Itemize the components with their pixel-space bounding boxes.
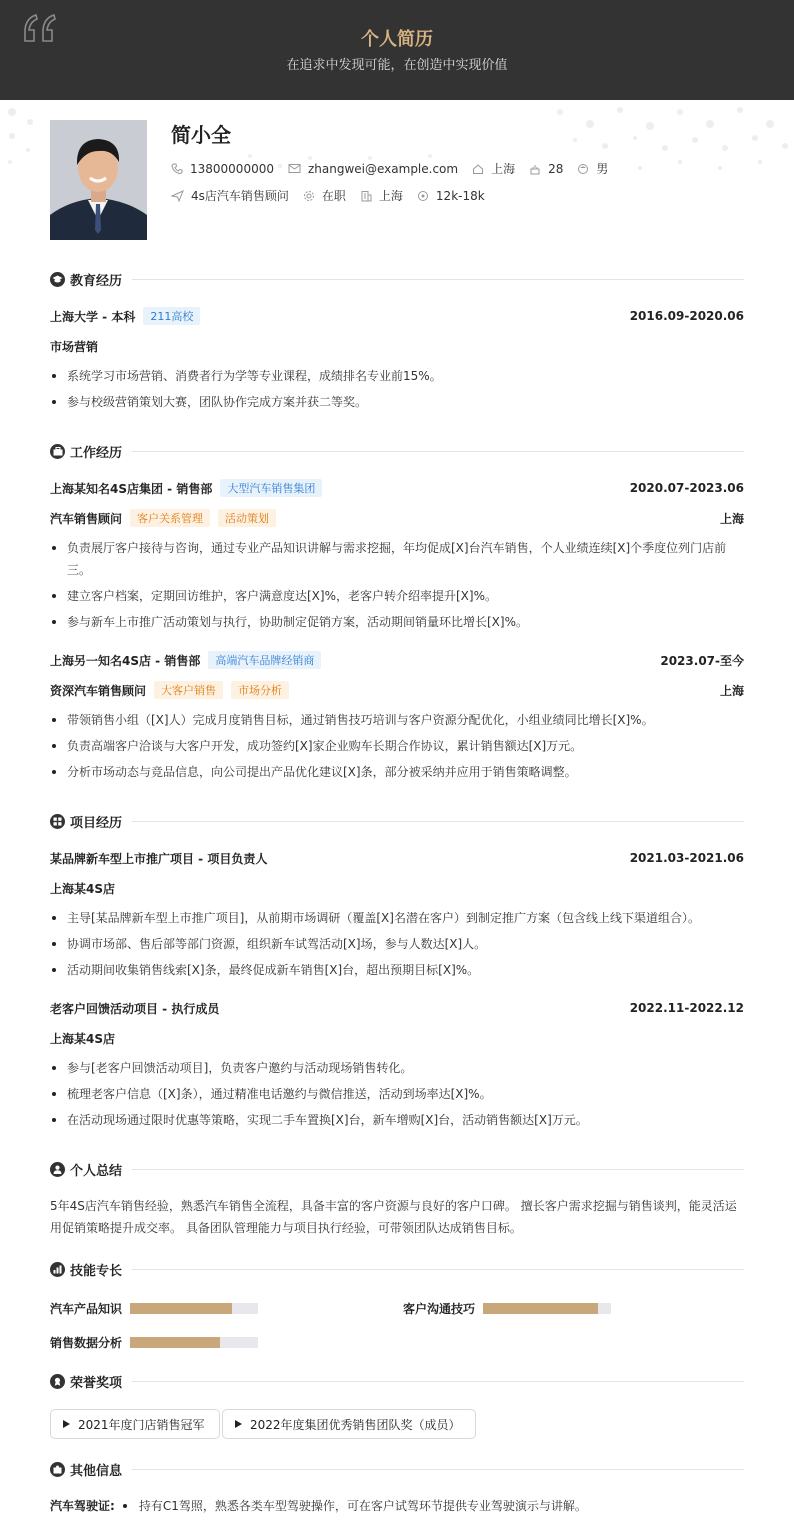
puzzle-icon bbox=[50, 1462, 65, 1477]
education-period: 2016.09-2020.06 bbox=[629, 309, 744, 323]
phone-icon bbox=[171, 163, 183, 175]
skill-name: 销售数据分析 bbox=[50, 1336, 123, 1350]
section-awards bbox=[50, 1372, 744, 1390]
target-city-value: 上海 bbox=[378, 189, 403, 203]
grid-icon bbox=[50, 814, 65, 829]
briefcase-icon bbox=[50, 444, 65, 459]
project-title: 老客户回馈活动项目 - 执行成员 bbox=[50, 1001, 220, 1016]
city-value: 上海 bbox=[491, 162, 516, 176]
section-skills bbox=[50, 1260, 744, 1278]
bar-chart-icon bbox=[50, 1262, 65, 1277]
skill-item bbox=[50, 1334, 258, 1351]
skill-bar-fill bbox=[483, 1303, 598, 1314]
list-item: 梳理老客户信息（[X]条），通过精准电话邀约与微信推送，活动到场率达[X]%。 bbox=[50, 1083, 744, 1105]
other-text: 持有C1驾照，熟悉各类车型驾驶操作，可在客户试驾环节提供专业驾驶演示与讲解。 bbox=[138, 1499, 587, 1513]
section-title: 其他信息 bbox=[70, 1463, 123, 1479]
project-period: 2022.11-2022.12 bbox=[629, 1001, 744, 1015]
job-period: 2023.07-至今 bbox=[660, 653, 744, 668]
cake-icon bbox=[529, 163, 541, 175]
project-org-row bbox=[50, 1029, 744, 1047]
skill-bar bbox=[483, 1303, 611, 1314]
major-name: 市场营销 bbox=[50, 339, 99, 354]
project-org-row bbox=[50, 879, 744, 897]
section-title: 教育经历 bbox=[70, 273, 123, 289]
list-item: 活动期间收集销售线索[X]条，最终促成新车销售[X]台，超出预期目标[X]%。 bbox=[50, 959, 744, 981]
gender-value: 男 bbox=[596, 162, 609, 176]
major-row bbox=[50, 337, 744, 355]
gear-icon bbox=[303, 190, 315, 202]
divider bbox=[132, 821, 744, 822]
other-info-row bbox=[50, 1497, 587, 1514]
job-role-row bbox=[50, 681, 744, 699]
job-location: 上海 bbox=[719, 511, 744, 526]
skill-bar bbox=[130, 1337, 258, 1348]
section-title: 技能专长 bbox=[70, 1263, 123, 1279]
age-value: 28 bbox=[548, 161, 564, 176]
job-header bbox=[50, 479, 744, 497]
school-tag: 211高校 bbox=[143, 307, 200, 325]
salary-value: 12k-18k bbox=[435, 188, 485, 203]
project-title: 某品牌新车型上市推广项目 - 项目负责人 bbox=[50, 851, 268, 866]
list-item: 协调市场部、售后部等部门资源，组织新车试驾活动[X]场，参与人数达[X]人。 bbox=[50, 933, 744, 955]
job-period: 2020.07-2023.06 bbox=[629, 481, 744, 495]
home-icon bbox=[472, 163, 484, 175]
list-item: 负责高端客户洽谈与大客户开发，成功签约[X]家企业购车长期合作协议，累计销售额达[X]万元。 bbox=[50, 735, 744, 757]
job-role-row bbox=[50, 509, 744, 527]
section-title: 工作经历 bbox=[70, 445, 123, 461]
skill-bar-fill bbox=[130, 1303, 232, 1314]
phone-value[interactable]: 13800000000 bbox=[190, 161, 274, 176]
divider bbox=[132, 279, 744, 280]
company-name: 上海另一知名4S店 - 销售部 bbox=[50, 653, 201, 668]
divider bbox=[132, 1469, 744, 1470]
school-name: 上海大学 - 本科 bbox=[50, 309, 136, 324]
status-value: 在职 bbox=[321, 189, 346, 203]
send-icon bbox=[171, 190, 184, 202]
section-projects bbox=[50, 812, 744, 830]
award-label: 2022年度集团优秀销售团队奖（成员） bbox=[250, 1417, 461, 1432]
award-label: 2021年度门店销售冠军 bbox=[78, 1417, 205, 1432]
list-item: 在活动现场通过限时优惠等策略，实现二手车置换[X]台，新车增购[X]台，活动销售额达[X]万元。 bbox=[50, 1109, 744, 1131]
award-icon bbox=[50, 1374, 65, 1389]
divider bbox=[132, 1269, 744, 1270]
project-org: 上海某4S店 bbox=[50, 881, 115, 896]
skill-tag: 市场分析 bbox=[231, 681, 289, 699]
resume-title: 个人简历 bbox=[361, 29, 433, 50]
skill-name: 客户沟通技巧 bbox=[403, 1302, 476, 1316]
award-badge bbox=[222, 1409, 476, 1439]
company-tag: 高端汽车品牌经销商 bbox=[208, 651, 321, 669]
divider bbox=[132, 1169, 744, 1170]
list-item: 主导[某品牌新车型上市推广项目]，从前期市场调研（覆盖[X]名潜在客户）到制定推广方案（包含线上线下渠道组合）。 bbox=[50, 907, 744, 929]
company-name: 上海某知名4S店集团 - 销售部 bbox=[50, 481, 213, 496]
list-item: 分析市场动态与竞品信息，向公司提出产品优化建议[X]条，部分被采纳并应用于销售策略调整。 bbox=[50, 761, 744, 783]
section-title: 个人总结 bbox=[70, 1163, 123, 1179]
skill-name: 汽车产品知识 bbox=[50, 1302, 123, 1316]
job-role: 汽车销售顾问 bbox=[50, 511, 123, 526]
bullet-dot bbox=[123, 1504, 127, 1508]
divider bbox=[132, 451, 744, 452]
skill-tag: 客户关系管理 bbox=[130, 509, 210, 527]
summary-text: 5年4S店汽车销售经验，熟悉汽车销售全流程，具备丰富的客户资源与良好的客户口碑。 擅长客户需求挖掘与销售谈判，能灵活运用促销策略提升成交率。 具备团队管理能力与项目执行经验，可带领团队达成销售目标。 bbox=[50, 1199, 737, 1235]
email-icon bbox=[288, 163, 301, 174]
company-tag: 大型汽车销售集团 bbox=[220, 479, 322, 497]
play-icon bbox=[235, 1420, 242, 1428]
avatar bbox=[50, 120, 147, 240]
divider bbox=[132, 1381, 744, 1382]
skill-tag: 大客户销售 bbox=[154, 681, 223, 699]
list-item: 建立客户档案，定期回访维护，客户满意度达[X]%，老客户转介绍率提升[X]%。 bbox=[50, 585, 744, 607]
other-label: 汽车驾驶证: bbox=[50, 1499, 115, 1513]
section-title: 项目经历 bbox=[70, 815, 123, 831]
salary-icon bbox=[417, 190, 429, 202]
skill-bar bbox=[130, 1303, 258, 1314]
user-icon bbox=[50, 1162, 65, 1177]
job-role: 资深汽车销售顾问 bbox=[50, 683, 147, 698]
play-icon bbox=[63, 1420, 70, 1428]
list-item: 系统学习市场营销、消费者行为学等专业课程，成绩排名专业前15%。 bbox=[50, 365, 744, 387]
job-location: 上海 bbox=[719, 683, 744, 698]
award-badge bbox=[50, 1409, 220, 1439]
email-value[interactable]: zhangwei@example.com bbox=[307, 161, 459, 176]
job-header bbox=[50, 651, 744, 669]
education-header bbox=[50, 307, 744, 325]
building-icon bbox=[360, 190, 372, 202]
skill-bar-fill bbox=[130, 1337, 220, 1348]
list-item: 参与[老客户回馈活动项目]，负责客户邀约与活动现场销售转化。 bbox=[50, 1057, 744, 1079]
list-item: 负责展厅客户接待与咨询，通过专业产品知识讲解与需求挖掘，年均促成[X]台汽车销售，个人业绩连续[X]个季度位列门店前三。 bbox=[50, 537, 744, 581]
resume-subtitle: 在追求中发现可能，在创造中实现价值 bbox=[286, 58, 508, 73]
list-item: 参与校级营销策划大赛，团队协作完成方案并获二等奖。 bbox=[50, 391, 744, 413]
contact-info bbox=[171, 160, 622, 177]
skill-item bbox=[50, 1300, 258, 1317]
project-org: 上海某4S店 bbox=[50, 1031, 115, 1046]
candidate-name: 简小全 bbox=[171, 123, 231, 147]
section-education bbox=[50, 270, 744, 288]
project-period: 2021.03-2021.06 bbox=[629, 851, 744, 865]
list-item: 带领销售小组（[X]人）完成月度销售目标，通过销售技巧培训与客户资源分配优化，小组业绩同比增长[X]%。 bbox=[50, 709, 744, 731]
target-role-value: 4s店汽车销售顾问 bbox=[191, 189, 289, 203]
job-intention bbox=[171, 187, 499, 204]
section-other bbox=[50, 1460, 744, 1478]
section-summary bbox=[50, 1160, 744, 1178]
header-banner bbox=[0, 0, 794, 100]
project-header bbox=[50, 849, 744, 867]
section-work bbox=[50, 442, 744, 460]
project-header bbox=[50, 999, 744, 1017]
skill-tag: 活动策划 bbox=[218, 509, 276, 527]
gender-icon bbox=[577, 163, 589, 175]
skill-item bbox=[403, 1300, 611, 1317]
section-title: 荣誉奖项 bbox=[70, 1375, 123, 1391]
graduation-cap-icon bbox=[50, 272, 65, 287]
list-item: 参与新车上市推广活动策划与执行，协助制定促销方案，活动期间销量环比增长[X]%。 bbox=[50, 611, 744, 633]
